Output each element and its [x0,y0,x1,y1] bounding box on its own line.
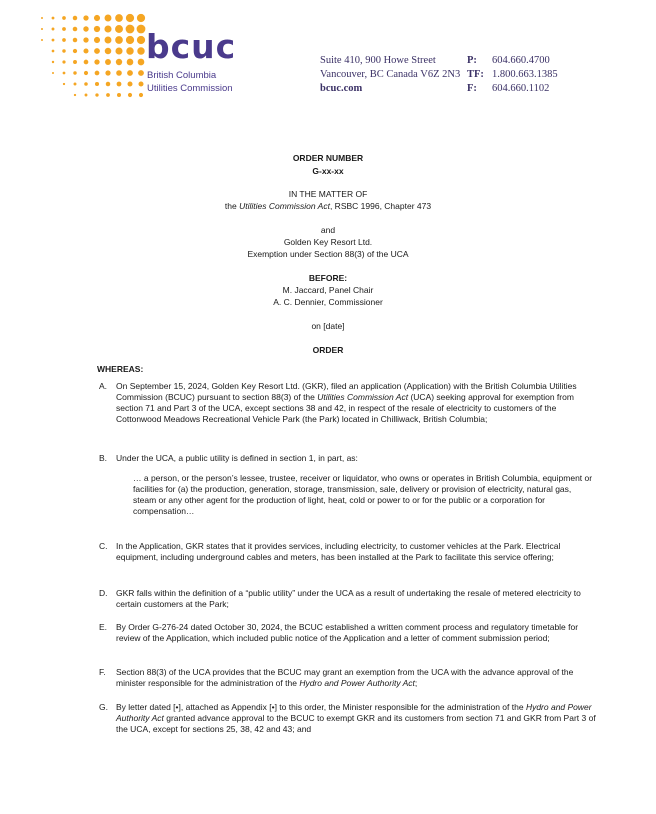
logo-dot [83,37,88,42]
paragraph-a [99,381,599,425]
logo-dot [116,59,122,65]
in-the-matter-of: IN THE MATTER OF [288,189,368,199]
paragraph-text: Section 88(3) of the UCA provides that the BCUC may grant an exemption from the UCA with the advance approval of the minister responsible for the administration of the [116,667,574,688]
logo-dot [95,82,99,86]
logo-dot [84,71,88,75]
logo-dot [84,82,88,86]
logo-subtitle-line2: Utilities Commission [147,83,233,94]
paragraph-italic: Utilities Commission Act [317,392,409,402]
logo-dot [105,37,112,44]
and-label: and [320,225,336,235]
logo-dot [117,82,122,87]
logo-wordmark: bcuc [146,27,237,66]
public-utility-definition-quote: … a person, or the person’s lessee, trustee, receiver or liquidator, who owns or operates in British Columbia, equipment or facilities for (a) the production, generation, storage, transmission, sale, delivery or provision of electricity, natural gas, steam or any other agent for the production of light, heat, cold or power to or for the public or a corporation for compensation… [133,473,593,516]
logo-subtitle [147,69,233,95]
logo-dot [52,61,54,63]
act-reference [0,201,656,212]
panel-member-1: M. Jaccard, Panel Chair [282,285,374,295]
fax-label: F: [467,83,477,94]
paragraph-c [99,541,599,563]
paragraph-letter: B. [99,453,108,463]
logo-dot [117,93,121,97]
logo-dot [137,14,145,22]
logo-dot [128,93,132,97]
logo-dot [85,94,88,97]
paragraph-letter: D. [99,588,108,598]
logo-dot [83,26,88,31]
panel-member-2: A. C. Dennier, Commissioner [273,297,383,307]
logo-dot [63,72,66,75]
logo-dot [139,93,143,97]
paragraph-text-end: granted advance approval to the BCUC to exempt GKR and its customers from section 71 and GKR from Part 3 of the UCA, except for sections 25, 38, 42 and 43; and [116,713,596,734]
logo-dot [139,82,144,87]
logo-dot [74,83,77,86]
logo-dot [137,36,145,44]
logo-dot [106,93,110,97]
logo-dot [73,71,76,74]
logo-dot [62,60,65,63]
logo-dot [73,16,78,21]
paragraph-text: By Order G-276-24 dated October 30, 2024, the BCUC established a written comment process and regulatory timetable for review of the Application, which included public notice of the Application and a letter of comment submission period; [116,622,579,643]
website-link[interactable]: bcuc.com [320,83,363,94]
logo-dot [94,26,100,32]
logo-dot [138,59,145,66]
logo-dot [73,60,77,64]
logo-dot [62,27,66,31]
logo-dot [138,70,144,76]
paragraph-italic: Hydro and Power Authority Act [299,678,415,688]
logo-dot [95,93,98,96]
logo-dot [105,59,111,65]
paragraph-g [99,702,599,735]
logo-dot [41,17,43,19]
logo-dot [104,25,111,32]
contact-numbers [467,54,558,96]
party-name: Golden Key Resort Ltd. [283,237,373,247]
logo-dot [73,49,77,53]
paragraph-letter: G. [99,702,108,712]
logo-dot [94,59,99,64]
logo-dot [115,25,123,33]
paragraph-text-end: ; [414,678,418,688]
logo-dot [41,28,43,30]
order-date: on [date] [311,321,345,331]
paragraph-text: In the Application, GKR states that it provides services, including electricity, to customer vehicles at the Park. Electrical equipment, including underground cables and meters, has been installed at the Park to facilitate this service offering; [116,541,561,562]
logo-dot [52,50,55,53]
logo-subtitle-line1: British Columbia [147,70,217,81]
paragraph-letter: E. [99,622,108,632]
order-subject: Exemption under Section 88(3) of the UCA [247,249,409,259]
logo-dot [137,25,146,34]
logo-dot [84,60,89,65]
phone-number: 604.660.4700 [492,55,550,66]
logo-dot [73,27,78,32]
logo-dot [128,82,133,87]
logo-dot [94,37,100,43]
paragraph-text: GKR falls within the definition of a “public utility” under the UCA as a result of undertaking the resale of metered electricity to certain customers at the Park; [116,588,581,609]
logo-dot [137,47,144,54]
paragraph-text: Under the UCA, a public utility is defined in section 1, in part, as: [116,453,358,463]
logo-dot [83,15,88,20]
paragraph-text: By letter dated [•], attached as Appendix [•] to this order, the Minister responsible for the administration of the [116,702,526,712]
bcuc-logo-mark [36,12,146,102]
logo-dot [94,15,100,21]
paragraph-letter: C. [99,541,108,551]
logo-dot [127,70,133,76]
logo-dot [62,16,66,20]
logo-dot [116,70,122,76]
logo-dot [52,28,55,31]
logo-dot [74,94,76,96]
tollfree-number: 1.800.663.1385 [492,69,558,80]
logo-dot [126,25,135,34]
tollfree-label: TF: [467,69,484,80]
before-label: BEFORE: [308,273,348,283]
whereas-heading: WHEREAS: [97,364,144,374]
logo-dot [127,59,134,66]
order-heading: ORDER [312,345,344,355]
logo-dot [105,15,112,22]
logo-dot [126,47,133,54]
logo-dot [62,49,65,52]
logo-dot [94,48,100,54]
paragraph-letter: F. [99,667,106,677]
logo-dot [62,38,66,42]
logo-dot [115,47,122,54]
logo-dot [105,48,112,55]
logo-dot [126,36,134,44]
paragraph-b [99,453,599,464]
logo-dot [115,14,123,22]
address-line1: Suite 410, 900 Howe Street [320,55,436,66]
paragraph-d [99,588,599,610]
logo-dot [126,14,134,22]
fax-number: 604.660.1102 [492,83,550,94]
paragraph-text: On September 15, 2024, Golden Key Resort Ltd. (GKR), filed an application (Application) with the British Columbia Utilities Commission (BCUC) pursuant to section 88(3) of the [116,381,577,402]
logo-dot [106,82,111,87]
logo-dot [52,39,55,42]
act-prefix: the [224,201,240,211]
logo-dot [73,38,78,43]
logo-dot [83,48,88,53]
act-name: Utilities Commission Act [239,201,330,211]
logo-dot [105,70,110,75]
logo-dot [63,83,65,85]
paragraph-f [99,667,599,689]
logo-dot [52,72,54,74]
logo-dot [115,36,123,44]
paragraph-e [99,622,599,644]
phone-label: P: [467,55,477,66]
logo-dot [52,17,55,20]
address-line2: Vancouver, BC Canada V6Z 2N3 [320,69,461,80]
logo-dot [95,71,100,76]
address-block [320,54,460,96]
logo-dot [41,39,43,41]
paragraph-letter: A. [99,381,108,391]
paragraph-italic: Hydro and Power Authority Act [116,702,592,723]
order-number: G-xx-xx [312,166,344,176]
paragraph-text-end: (UCA) seeking approval for exemption from section 71 and Part 3 of the UCA, except sections 38 and 42, in respect of the resale of electricity to customers of the Cottonwood Meadows Recreational Vehicle Park (the Park) located in Chilliwack, British Columbia; [116,392,574,424]
order-number-label: ORDER NUMBER [292,153,364,163]
act-suffix: , RSBC 1996, Chapter 473 [329,201,432,211]
